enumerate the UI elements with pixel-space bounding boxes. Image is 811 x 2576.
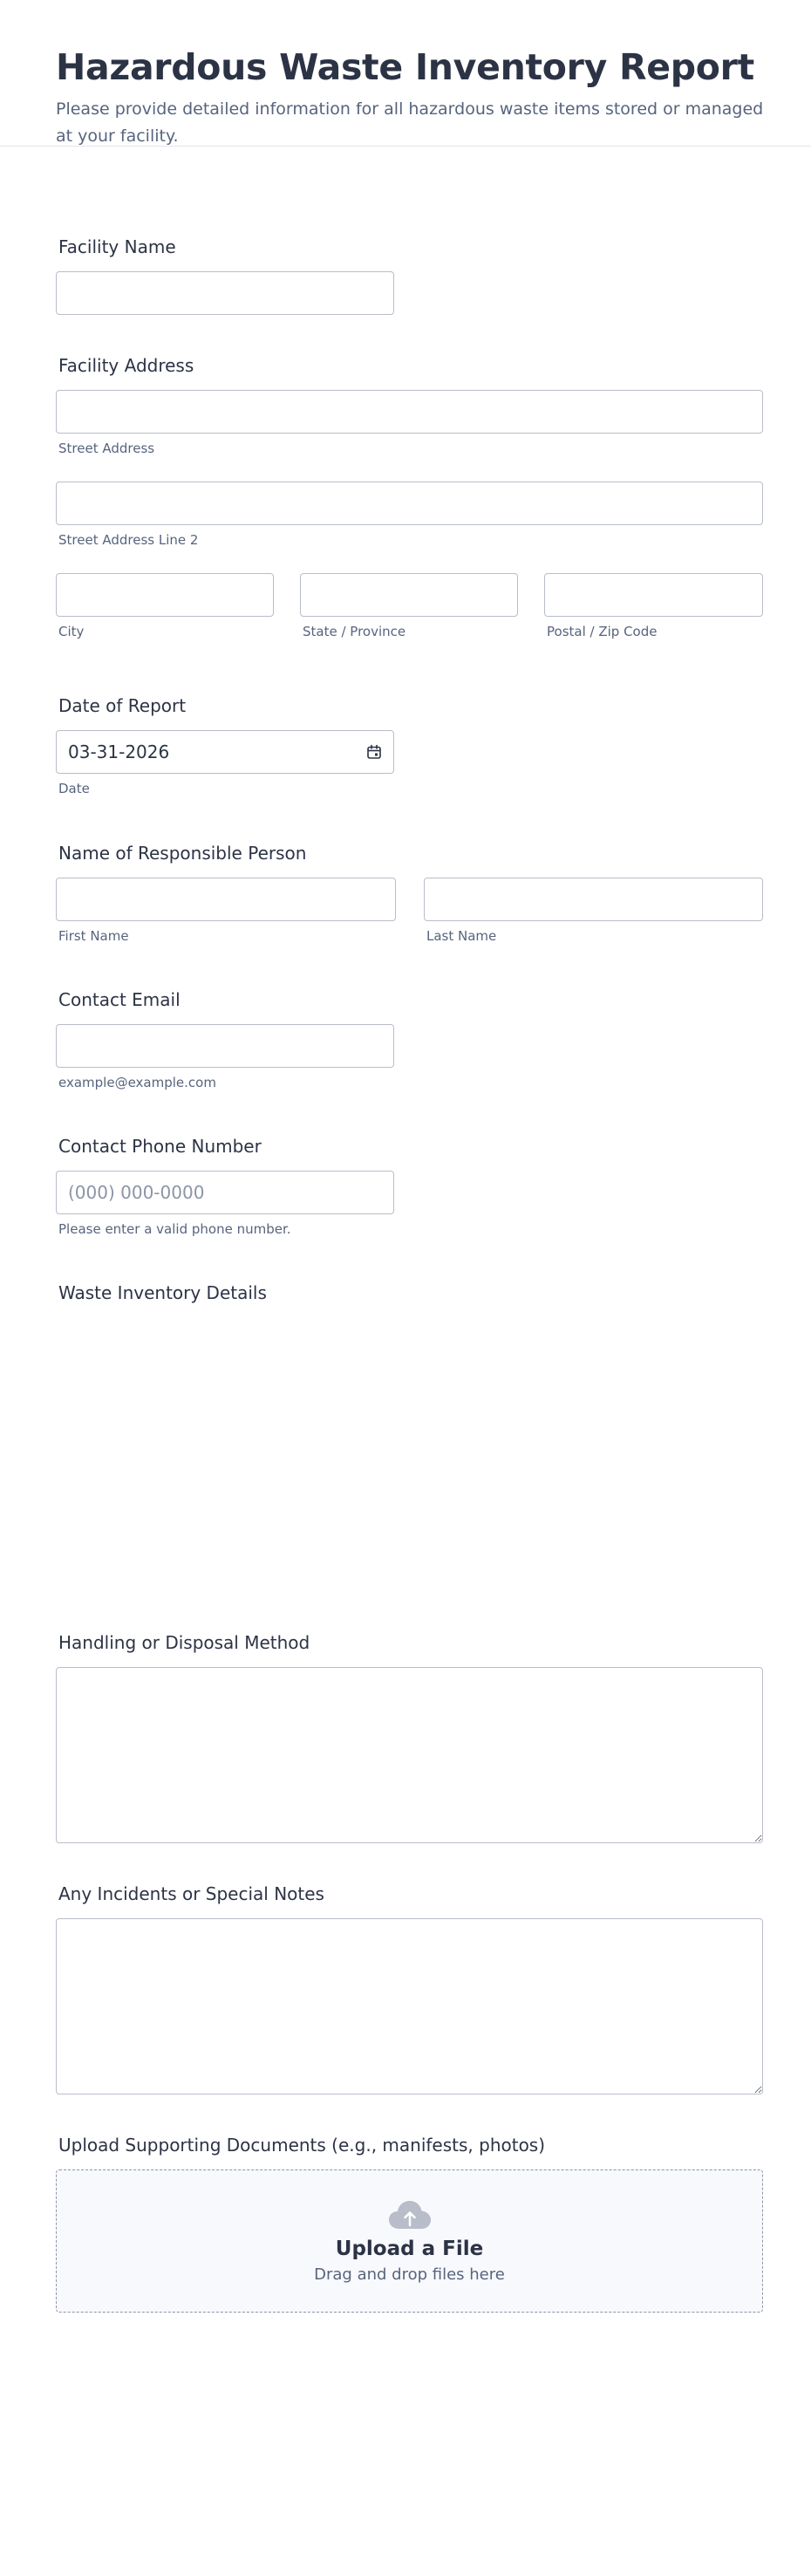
waste-inventory-area [56, 1304, 763, 1609]
city-state-zip-row [56, 573, 763, 639]
upload-label: Upload Supporting Documents (e.g., manifests, photos) [58, 2135, 546, 2156]
facility-name-field [56, 236, 394, 315]
responsible-person-field [56, 842, 763, 944]
handling-field [56, 1631, 763, 1843]
facility-name-label: Facility Name [58, 236, 176, 257]
upload-subtitle: Drag and drop files here [314, 2265, 505, 2284]
facility-name-input[interactable] [56, 271, 394, 315]
contact-phone-label: Contact Phone Number [58, 1136, 262, 1157]
zip-sublabel: Postal / Zip Code [547, 624, 658, 639]
zip-group [544, 573, 763, 639]
last-name-group [424, 878, 763, 944]
incidents-label: Any Incidents or Special Notes [58, 1883, 324, 1904]
incidents-textarea[interactable] [56, 1918, 763, 2094]
phone-input[interactable] [56, 1171, 394, 1214]
handling-label: Handling or Disposal Method [58, 1632, 310, 1653]
responsible-person-label: Name of Responsible Person [58, 843, 307, 864]
first-name-input[interactable] [56, 878, 396, 921]
city-group [56, 573, 274, 639]
date-value: 03-31-2026 [68, 741, 170, 762]
street-address-line2-sublabel: Street Address Line 2 [58, 532, 199, 548]
phone-sublabel: Please enter a valid phone number. [58, 1221, 291, 1237]
name-row [56, 878, 763, 944]
email-field[interactable] [56, 1024, 394, 1068]
first-name-group [56, 878, 396, 944]
date-of-report-field [56, 694, 394, 796]
first-name-sublabel: First Name [58, 928, 129, 944]
cloud-upload-icon [388, 2199, 432, 2231]
facility-address-label: Facility Address [58, 355, 194, 376]
email-sublabel: example@example.com [58, 1075, 216, 1090]
last-name-sublabel: Last Name [426, 928, 497, 944]
contact-phone-field [56, 1135, 394, 1237]
last-name-input[interactable] [424, 878, 763, 921]
page-title: Hazardous Waste Inventory Report [56, 46, 754, 88]
waste-inventory-field [56, 1281, 763, 1609]
facility-address-field [56, 354, 763, 639]
date-sublabel: Date [58, 781, 90, 796]
upload-title: Upload a File [335, 2237, 484, 2260]
handling-textarea[interactable] [56, 1667, 763, 1843]
state-group [300, 573, 518, 639]
zip-input[interactable] [544, 573, 763, 617]
upload-field [56, 2134, 763, 2313]
upload-dropzone[interactable] [56, 2169, 763, 2313]
contact-email-label: Contact Email [58, 989, 181, 1010]
calendar-icon[interactable] [366, 744, 382, 760]
state-input[interactable] [300, 573, 518, 617]
waste-inventory-label: Waste Inventory Details [58, 1282, 267, 1303]
date-of-report-label: Date of Report [58, 695, 187, 716]
date-input[interactable] [56, 730, 394, 774]
page-subtitle: Please provide detailed information for all hazardous waste items stored or managed at your facility. [56, 99, 764, 146]
street-address-sublabel: Street Address [58, 441, 155, 456]
street-address-line2-input[interactable] [56, 482, 763, 525]
city-input[interactable] [56, 573, 274, 617]
state-sublabel: State / Province [303, 624, 406, 639]
city-sublabel: City [58, 624, 85, 639]
incidents-field [56, 1882, 763, 2094]
contact-email-field [56, 988, 394, 1090]
form-header [0, 0, 811, 147]
street-address-input[interactable] [56, 390, 763, 434]
